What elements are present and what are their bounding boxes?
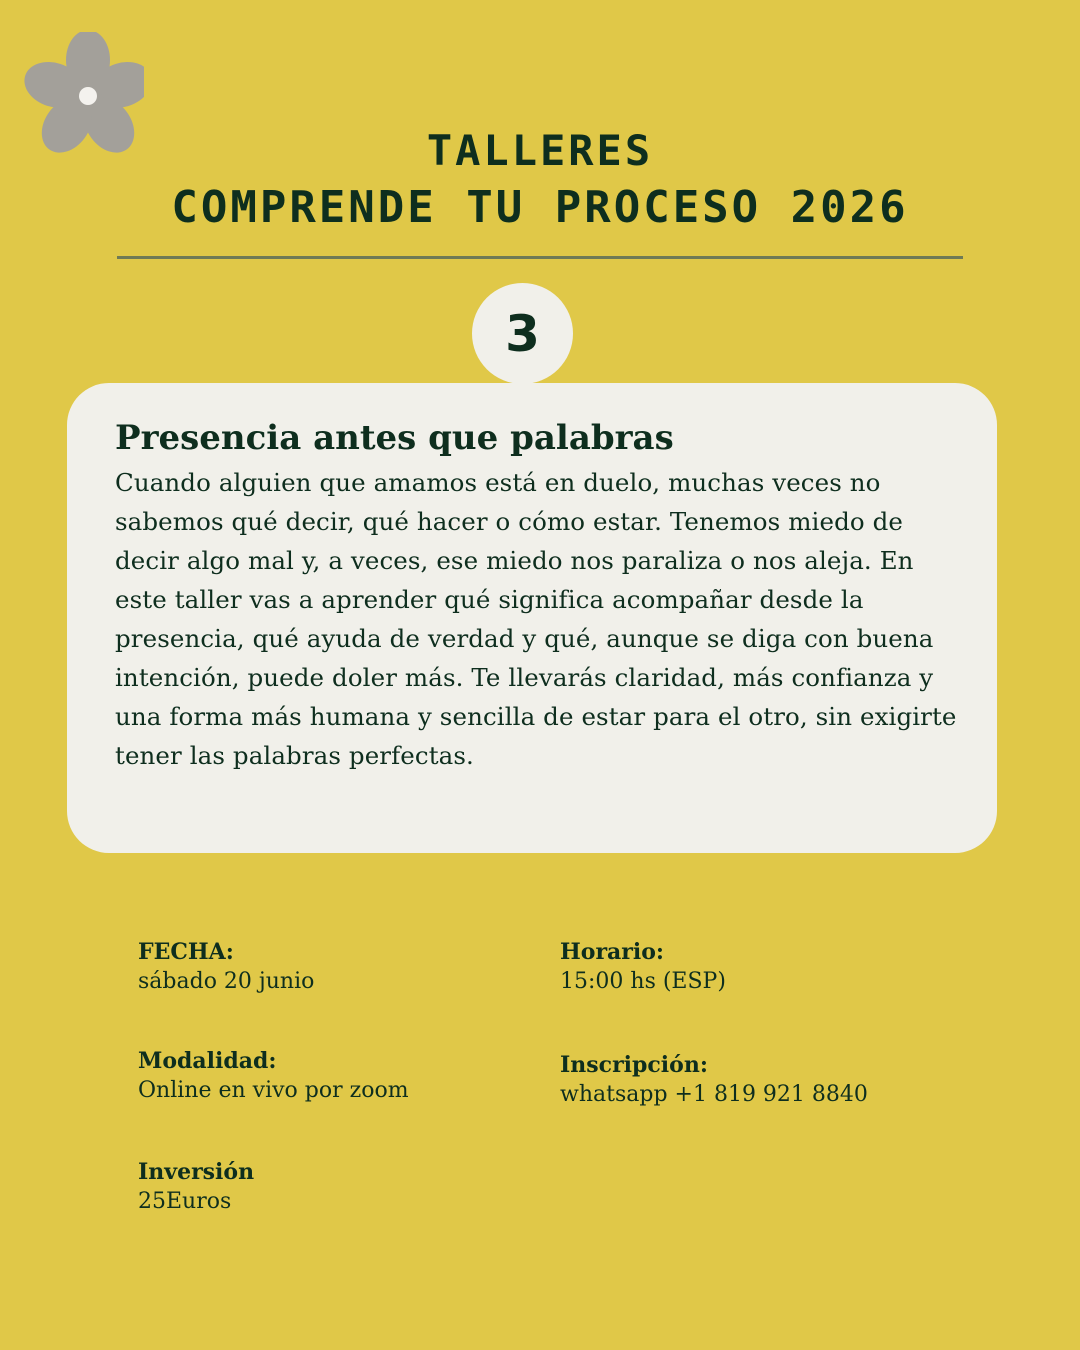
inscripcion-block <box>560 1050 868 1110</box>
fecha-block <box>138 937 314 997</box>
inversion-block <box>138 1157 254 1217</box>
inscripcion-value: whatsapp +1 819 921 8840 <box>560 1082 868 1107</box>
modalidad-block <box>138 1046 409 1106</box>
horario-value: 15:00 hs (ESP) <box>560 969 726 994</box>
card-title: Presencia antes que palabras <box>115 418 674 458</box>
inversion-label: Inversión <box>138 1159 255 1185</box>
page-title-line-2: COMPRENDE TU PROCESO 2026 <box>171 182 909 233</box>
horario-block <box>560 937 726 997</box>
description-card <box>67 383 997 853</box>
title-divider <box>117 256 963 259</box>
modalidad-label: Modalidad: <box>138 1048 277 1074</box>
inversion-value: 25Euros <box>138 1189 232 1214</box>
fecha-label: FECHA: <box>138 939 234 965</box>
modalidad-value: Online en vivo por zoom <box>138 1078 409 1103</box>
horario-label: Horario: <box>560 939 665 965</box>
card-body: Cuando alguien que amamos está en duelo, muchas veces no sabemos qué decir, qué hacer o cómo estar. Tenemos miedo de decir algo mal y, a veces, ese miedo nos paraliza o nos aleja. En este taller vas a aprender qué significa acompañar desde la presencia, qué ayuda de verdad y qué, aunque se diga con buena intención, puede doler más. Te llevarás claridad, más confianza y una forma más humana y sencilla de estar para el otro, sin exigirte tener las palabras perfectas. <box>115 468 957 770</box>
page-title-line-1: TALLERES <box>426 126 654 175</box>
workshop-number-badge: 3 <box>472 283 573 384</box>
fecha-value: sábado 20 junio <box>138 969 315 994</box>
inscripcion-label: Inscripción: <box>560 1052 708 1078</box>
